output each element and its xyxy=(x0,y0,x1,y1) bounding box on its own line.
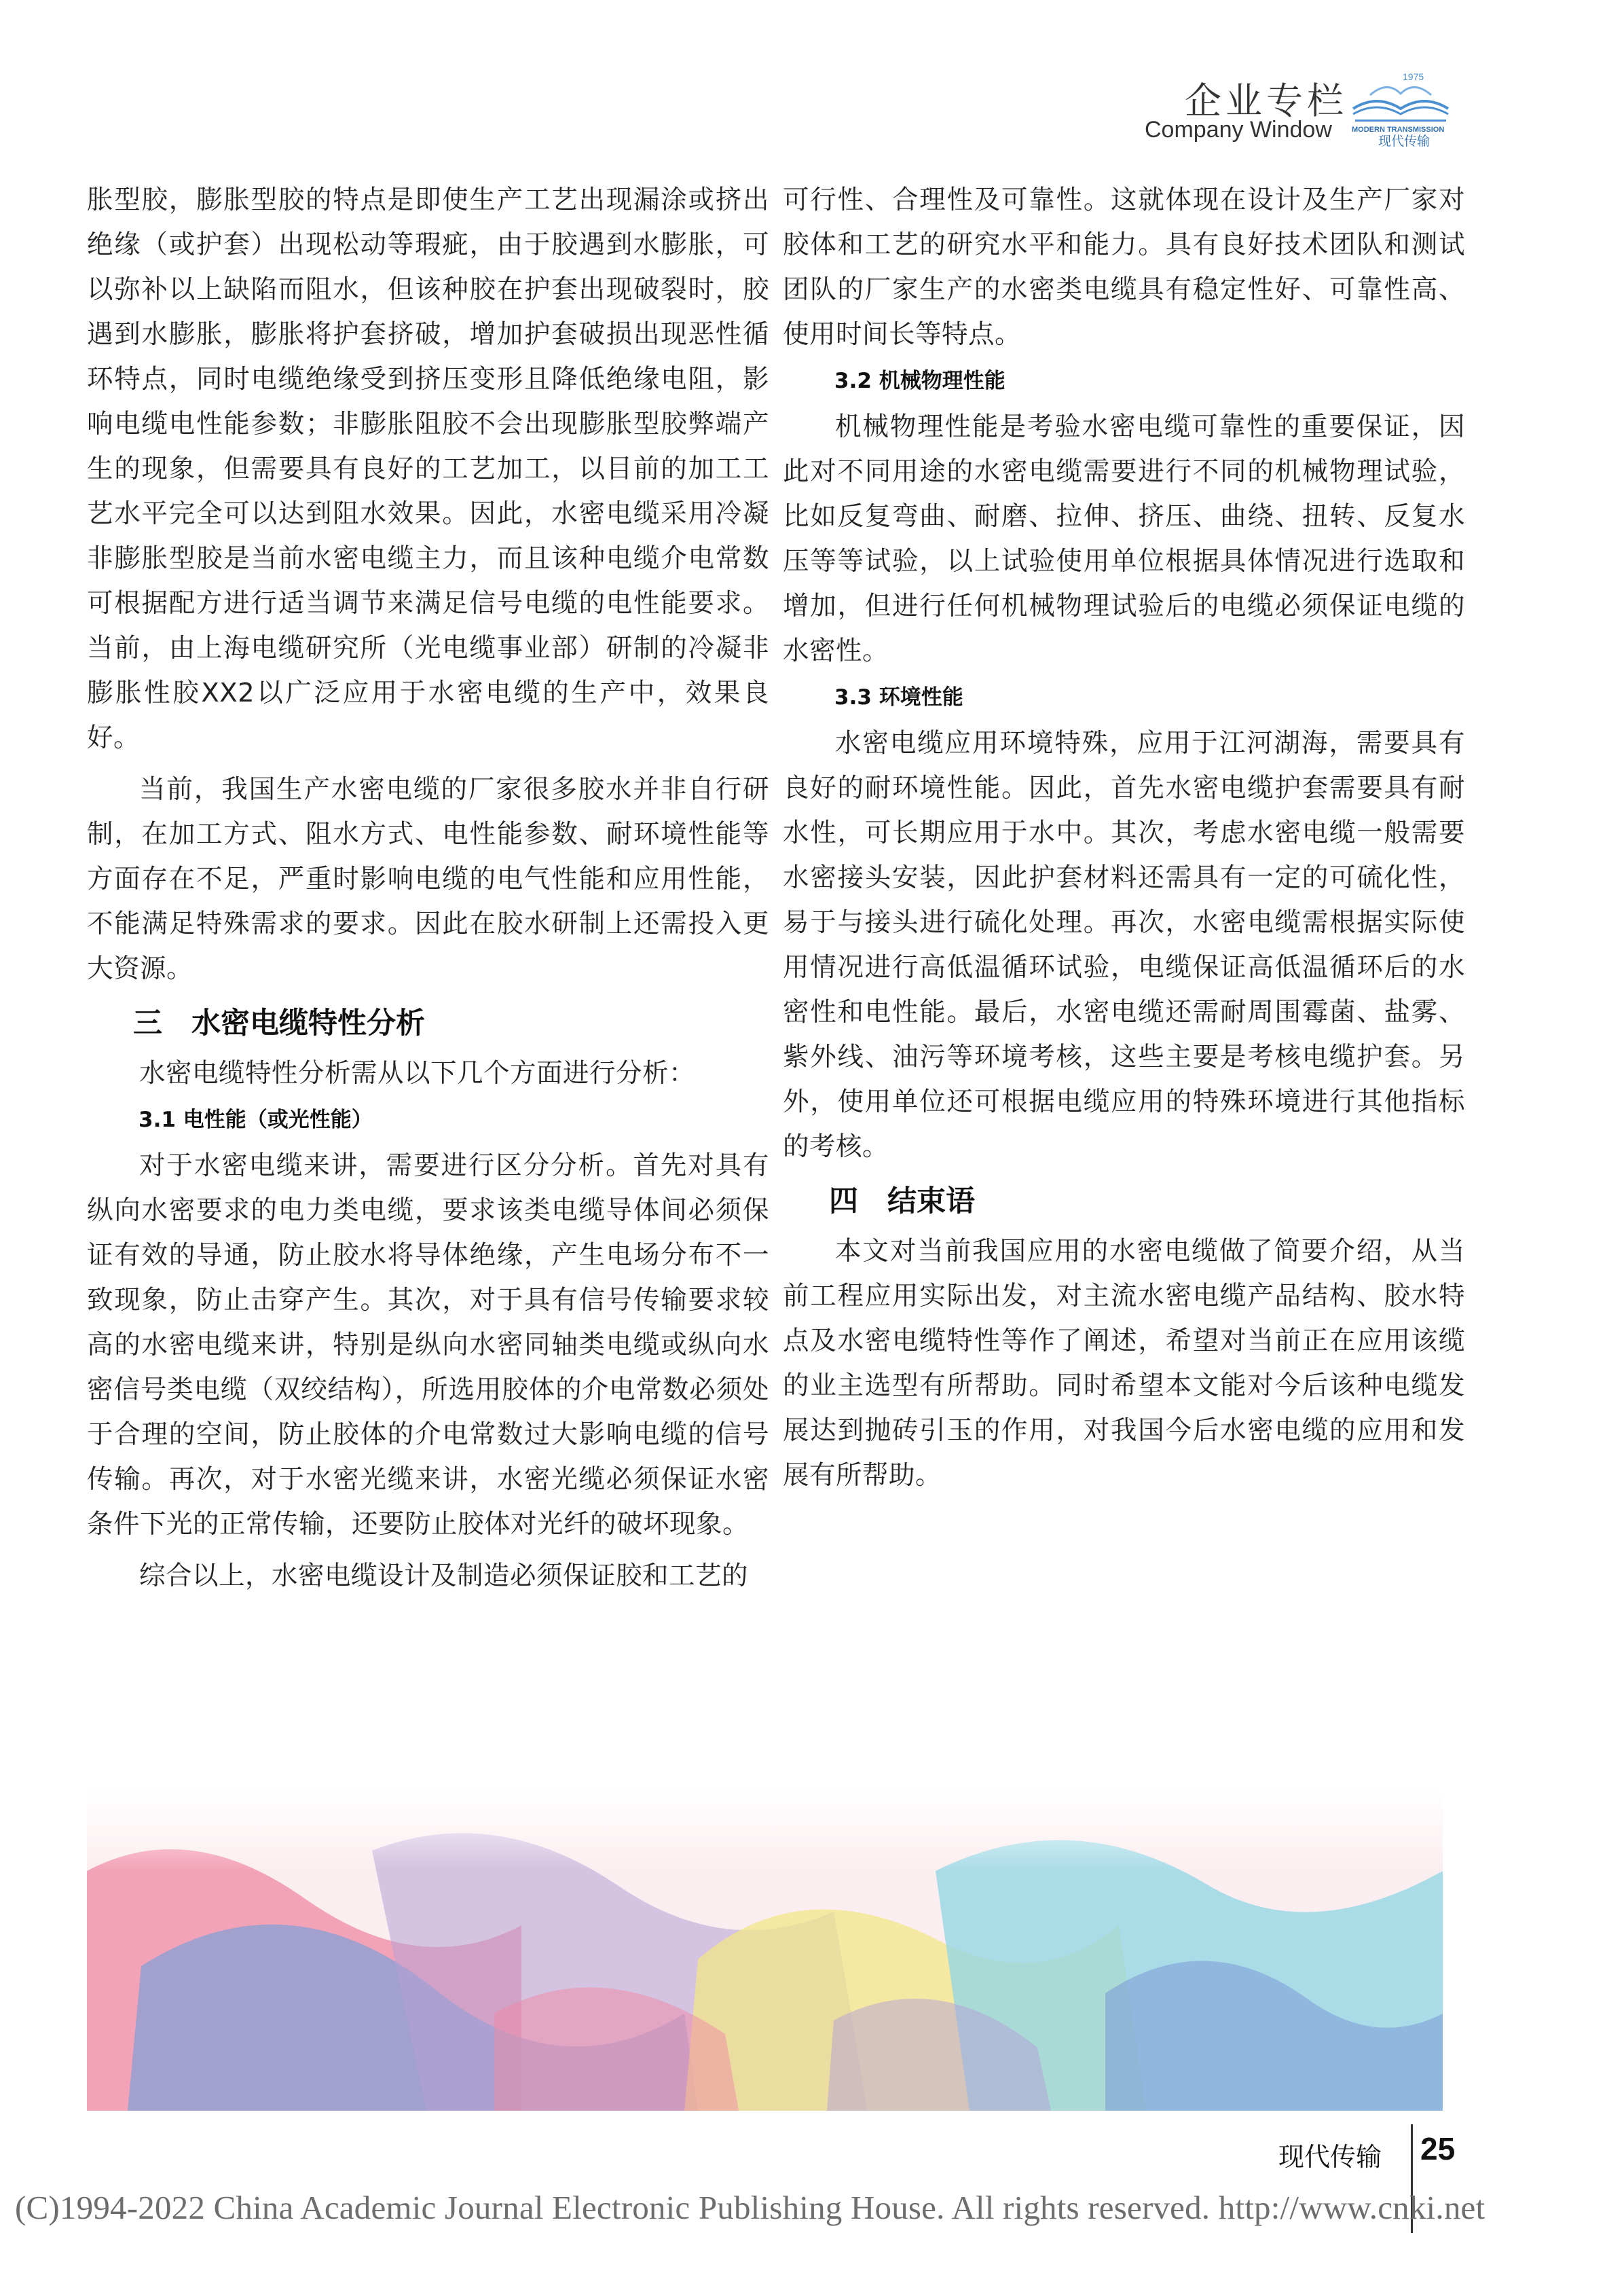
logo-english: MODERN TRANSMISSION xyxy=(1352,126,1445,134)
modern-transmission-logo xyxy=(1350,67,1452,148)
paragraph: 水密电缆特性分析需从以下几个方面进行分析： xyxy=(139,1058,696,1089)
logo-chinese: 现代传输 xyxy=(1378,134,1431,148)
paragraph: 当前，我国生产水密电缆的厂家很多胶水并非自行研制，在加工方式、阻水方式、电性能参数、耐环境性能等方面存在不足，严重时影响电缆的电气性能和应用性能，不能满足特殊需求的要求。因此在胶水研制上还需投入更大资源。 xyxy=(87,774,769,984)
paragraph: 本文对当前我国应用的水密电缆做了简要介绍，从当前工程应用实际出发，对主流水密电缆产品结构、胶水特点及水密电缆特性等作了阐述，希望对当前正在应用该缆的业主选型有所帮助。同时希望本文能对今后该种电缆发展达到抛砖引玉的作用，对我国今后水密电缆的应用和发展有所帮助。 xyxy=(783,1236,1465,1491)
subsection-heading: 3.3 环境性能 xyxy=(834,685,963,710)
section-heading: 三 水密电缆特性分析 xyxy=(133,1006,425,1040)
right-column xyxy=(783,178,1465,1498)
copyright-line: (C)1994-2022 China Academic Journal Electronic Publishing House. All rights reserved. http://www.cnki.net xyxy=(15,2189,1485,2226)
section-heading: 四 结束语 xyxy=(829,1184,975,1218)
column-subtitle: Company Window xyxy=(1145,117,1332,143)
paragraph: 胀型胶，膨胀型胶的特点是即使生产工艺出现漏涂或挤出绝缘（或护套）出现松动等瑕疵，由于胶遇到水膨胀，可以弥补以上缺陷而阻水，但该种胶在护套出现破裂时，胶遇到水膨胀，膨胀将护套挤破，增加护套破损出现恶性循环特点，同时电缆绝缘受到挤压变形且降低绝缘电阻，影响电缆电性能参数；非膨胀阻胶不会出现膨胀型胶弊端产生的现象，但需要具有良好的工艺加工，以目前的加工工艺水平完全可以达到阻水效果。因此，水密电缆采用冷凝非膨胀型胶是当前水密电缆主力，而且该种电缆介电常数可根据配方进行适当调节来满足信号电缆的电性能要求。当前，由上海电缆研究所（光电缆事业部）研制的冷凝非膨胀性胶XX2以广泛应用于水密电缆的生产中，效果良好。 xyxy=(87,185,769,753)
logo-year: 1975 xyxy=(1403,71,1424,82)
paragraph: 可行性、合理性及可靠性。这就体现在设计及生产厂家对胶体和工艺的研究水平和能力。具有良好技术团队和测试团队的厂家生产的水密类电缆具有稳定性好、可靠性高、使用时间长等特点。 xyxy=(783,185,1465,350)
paragraph: 综合以上，水密电缆设计及制造必须保证胶和工艺的 xyxy=(139,1561,749,1591)
paragraph: 机械物理性能是考验水密电缆可靠性的重要保证，因此对不同用途的水密电缆需要进行不同的机械物理试验，比如反复弯曲、耐磨、拉伸、挤压、曲绕、扭转、反复水压等等试验，以上试验使用单位根据具体情况进行选取和增加，但进行任何机械物理试验后的电缆必须保证电缆的水密性。 xyxy=(783,412,1465,666)
paragraph: 水密电缆应用环境特殊，应用于江河湖海，需要具有良好的耐环境性能。因此，首先水密电缆护套需要具有耐水性，可长期应用于水中。其次，考虑水密电缆一般需要水密接头安装，因此护套材料还需具有一定的可硫化性，易于与接头进行硫化处理。再次，水密电缆需根据实际使用情况进行高低温循环试验，电缆保证高低温循环后的水密性和电性能。最后，水密电缆还需耐周围霉菌、盐雾、紫外线、油污等环境考核，这些主要是考核电缆护套。另外，使用单位还可根据电缆应用的特殊环境进行其他指标的考核。 xyxy=(783,728,1465,1162)
column-title: 企业专栏 xyxy=(1185,79,1348,122)
left-column xyxy=(87,178,769,1599)
page-number: 25 xyxy=(1420,2131,1456,2166)
journal-name: 现代传输 xyxy=(1278,2142,1382,2172)
subsection-heading: 3.2 机械物理性能 xyxy=(834,369,1005,393)
subsection-heading: 3.1 电性能（或光性能） xyxy=(139,1108,373,1132)
decorative-band-image xyxy=(87,1789,1443,2111)
paragraph: 对于水密电缆来讲，需要进行区分分析。首先对具有纵向水密要求的电力类电缆，要求该类电缆导体间必须保证有效的导通，防止胶水将导体绝缘，产生电场分布不一致现象，防止击穿产生。其次，对于具有信号传输要求较高的水密电缆来讲，特别是纵向水密同轴类电缆或纵向水密信号类电缆（双绞结构），所选用胶体的介电常数必须处于合理的空间，防止胶体的介电常数过大影响电缆的信号传输。再次，对于水密光缆来讲，水密光缆必须保证水密条件下光的正常传输，还要防止胶体对光纤的破坏现象。 xyxy=(87,1150,769,1540)
